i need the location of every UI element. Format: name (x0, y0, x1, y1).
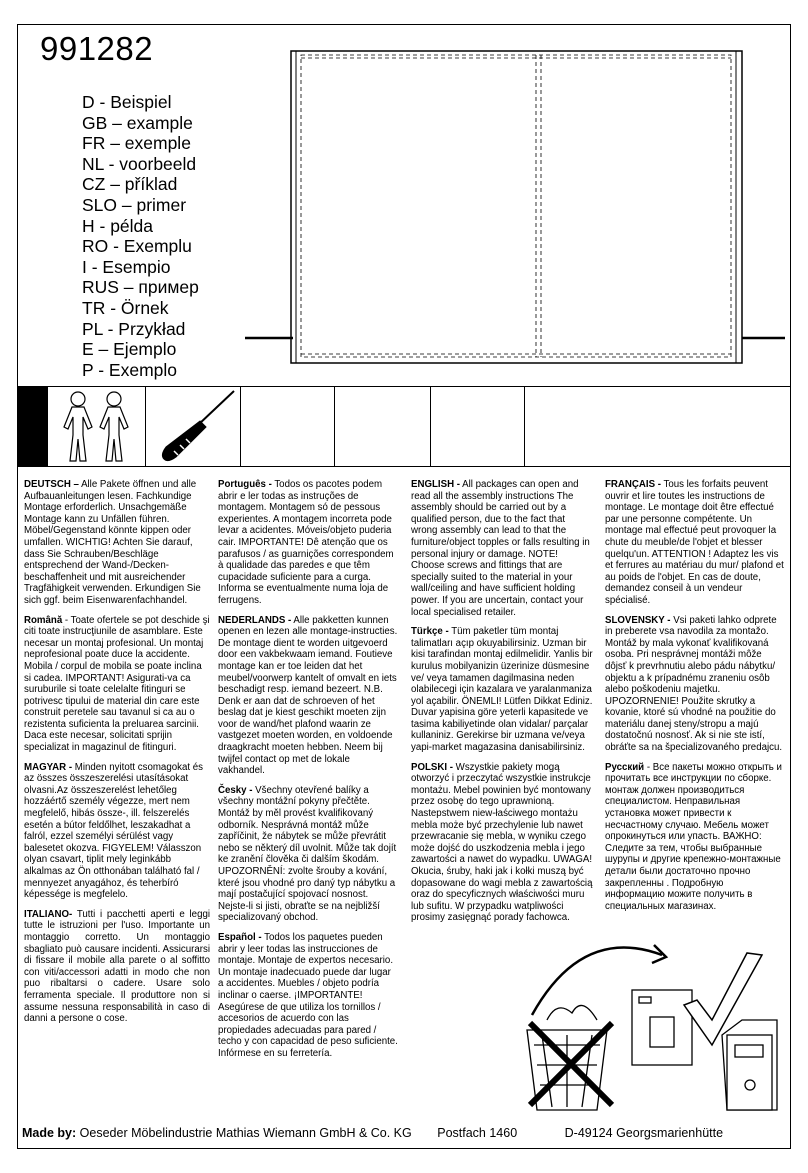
example-label-gb: GB – example (82, 112, 193, 133)
example-label-h: H - példa (82, 215, 154, 236)
instruction-icon-strip (18, 386, 790, 467)
notice-es: Español - Todos los paquetes pueden abrir y leer todas las instrucciones de montaje. Montaje de expertos necesario. Un montaje inadecuado puede dar lugar a accidentes. Muebles / objeto podría inclinar o caerse. ¡IMPORTANTE! Asegúrese de que utiliza los tornillos / accesorios de acuerdo con las propiedades adecuadas para pared / techo y con capacidad de peso suficiente. Infórmese en su ferretería. (218, 931, 398, 1059)
example-label-rus: RUS – пример (82, 277, 199, 298)
screwdriver-cell (146, 387, 241, 466)
empty-cell-2 (335, 387, 431, 466)
example-label-nl: NL - voorbeeld (82, 153, 197, 174)
notice-column-2 (218, 479, 398, 1068)
notice-tr: Türkçe - Tüm paketler tüm montaj talimatları açıp okuyabilirsiniz. Uzman bir kisi tarafindan montaj edilmelidir. Yanlis bir kurulus mobilyanizin üzerinize düsmesine ve/ veya tamamen dagilmasina neden olabilecegi için kazalara ve yaralanmaniza yol açabilir. ÖNEMLI! Lütfen Dikkat Ediniz. Duvar yapisina göre yeterli kapasitede ve tasima kabiliyetinde olan vidalar/ parçalar kullaniniz. Gerekirse bir uzmana ve/veya yapi-market magazasina danisabilirsiniz. (411, 626, 593, 754)
notice-hu: MAGYAR - Minden nyitott csomagokat és az összes összeszerelési utasításokat olvasni.Az összeszerelést lehetőleg hozzáértő személy végezze, mert nem megfelelő, hibás össze-, ill. felszerelés esetén a bútor feldőlhet, leszakadhat a falról, ezzel személyi sérülést vagy balesetet okozva. FIGYELEM! Válasszon olyan csavart, tiplit mely leginkább alkalmas az Ön otthonában található fal / mennyezet anyagához, és teherbíró képessége is megfelelo. (24, 761, 203, 901)
notice-de: DEUTSCH – Alle Pakete öffnen und alle Aufbauanleitungen lesen. Fachkundige Montage erforderlich. Unsachgemäße Montage kann zu Unfällen führen. Möbel/Gegenstand könnte kippen oder umfallen. WICHTIG! Achten Sie darauf, dass Sie Schrauben/Beschläge entsprechend der Wand-/Decken-beschaffenheit und mit ausreichender Tragfähigkeit verwenden. Erkundigen Sie sich ggf. beim Eisenwarenfachhandel. (24, 479, 201, 606)
example-label-slo: SLO – primer (82, 194, 187, 215)
empty-cell-3 (431, 387, 525, 466)
example-label-cz: CZ – příklad (82, 174, 178, 195)
example-label-pl: PL - Przykład (82, 318, 186, 339)
furniture-drawing (245, 45, 785, 385)
footer-city: D-49124 Georgsmarienhütte (564, 1126, 724, 1140)
notice-column-1 (24, 479, 210, 1033)
notice-pt: Português - Todos os pacotes podem abrir e ler todas as instruções de montagem. Montagem só de pessous experientes. A montagem incorreta pode levar a acidentes. Móveis/objeto puderia cair. IMPORTANTE! Dê atenção que os parafusos / as guarnições correspondem à qualidade das paredes e que têm cupacidade suficiente para a curga. Informa se eventualmente numa loja de ferrugens. (218, 479, 394, 606)
keep-instructions-illustration (512, 895, 782, 1115)
empty-cell-1 (241, 387, 335, 466)
notice-ro: Română - Toate ofertele se pot deschide şi citi toate instrucţiunile de asamblare. Este necesar un montaj profesional. Un montaj neprofesional poate duce la accidente. Mobila / corpul de mobila se poate inclina si cadea. IMPORTANT! Asigurati-va ca suruburile si toate celelalte fitinguri se potrivesc tipului de material din care este construit peretele sau tavanul si ca au o rezistenta suficienta la preluarea sarcinii. Daca este necesar, solicitati sprijin specializat in magazinul de fitinguri. (24, 614, 210, 754)
notice-cz: Česky - Všechny otevřené balíky a všechny montážní pokyny přečtěte. Montáž by měl provést kvalifikovaný odborník. Nesprávná montáž může zapříčinit, že nábytek se může převrátit nebo se některý díl uvolnit. Může tak dojít ke zranění člověka či dalším škodám. UPOZORNĚNÍ: zvolte šrouby a kování, které jsou vhodné pro daný typ nábytku a mají postačující spojovací nosnost. Nejste-li si jisti, obraťte se na nejbližší specializovaný obchod. (218, 784, 397, 924)
notice-fr: FRANÇAIS - Tous les forfaits peuvent ouvrir et lire toutes les instructions de montage. Le montage doit être effectué par une personne compétente. Un montage mal effectué peut provoquer la chute du meuble/de l'objet et blesser quelqu'un. ATTENTION ! Adaptez les vis et ferrures au matériau du mur/ plafond et au poids de l'objet. En cas de doute, demandez conseil à un vendeur spécialisé. (605, 479, 784, 606)
notice-column-3 (411, 479, 593, 932)
example-label-ro: RO - Exemplu (82, 236, 192, 257)
example-label-tr: TR - Örnek (82, 297, 169, 318)
example-label-p: P - Exemplo (82, 359, 177, 380)
two-persons-icon (48, 387, 144, 465)
footer-company: Oeseder Möbelindustrie Mathias Wiemann GmbH & Co. KG (79, 1126, 412, 1140)
screwdriver-icon (146, 387, 239, 465)
empty-cell-4 (525, 387, 790, 466)
example-label-i: I - Esempio (82, 256, 171, 277)
notice-sk: SLOVENSKY - Vsi paketi lahko odprete in preberete vsa navodila za montažo. Montáž by mala vykonať kvalifikovaná osoba. Pri nesprávnej montáži môže dôjsť k prevrhnutiu alebo pádu nábytku/ objektu a k prípadnému zraneniu osôb alebo poškodeniu majetku. UPOZORNENIE! Použite skrutky a kovanie, ktoré sú vhodné na použitie do materiálu danej steny/stropu a majú dostatočnú nosnosť. Ak si nie ste istí, obráťte sa na špecializovaného predajcu. (605, 614, 783, 754)
example-label-e: E – Ejemplo (82, 339, 177, 360)
strip-black-block (18, 387, 48, 466)
article-number: 991282 (40, 30, 154, 67)
notice-nl: NEDERLANDS - Alle pakketten kunnen openen en lezen alle montage-instructies. De montage dient te worden uitgevoerd door een vakbekwaam iemand. Foutieve montage kan er toe leiden dat het meubel/voorwerp kantelt of omvalt en iets beschadigt resp. iemand bezeert. N.B. Denk er aan dat de schroeven of het beslag dat je kiest geschikt moeten zijn voor de wand/het plafond waarin ze vastgezet moeten worden, en voldoende draagkracht moeten hebben. Neem bij twijfel contact op met de lokale vakhandel. (218, 614, 398, 777)
manufacturer-footer (22, 1126, 782, 1140)
notice-column-4 (605, 479, 785, 920)
footer-label: Made by: (22, 1126, 77, 1140)
notice-pl: POLSKI - Wszystkie pakiety mogą otworzyć i przeczytać wszystkie instrukcje montażu. Mebel powinien być montowany przez osobę do tego uprawnioną. Nastepstwem niew-łaściwego montażu mebla może być przechylenie lub nawet przewracanie się mebla, w wyniku czego może dojść do uszkodzenia mebla i jego zawartości a nawet do wypadku. UWAGA! Okucia, śruby, haki jak i kołki muszą być dopasowane do wagi mebla z zawartością oraz do specyficznych właściwości muru lub sufitu. W przypadku watpliwości prosimy zasięgnąć porady fachowca. (411, 761, 593, 924)
two-persons-cell (48, 387, 146, 466)
notice-en: ENGLISH - All packages can open and read all the assembly instructions The assembly should be carried out by a qualified person, due to the fact that wrong assembly can lead to that the furniture/object topples or falls resulting in personal injury or damage. NOTE! Choose screws and fittings that are specially suited to the material in your wall/ceiling and have sufficient holding power. If you are uncertain, contact your local specialised retailer. (411, 479, 590, 618)
example-language-list (82, 92, 199, 380)
example-label-de: D - Beispiel (82, 92, 172, 112)
notice-it: ITALIANO- Tutti i pacchetti aperti e leggi tutte le istruzioni per l'uso. Importante un montaggio corretto. Un montaggio sbagliato può causare incidenti. Assicurarsi di fissare il mobile alla parete o al soffitto con viti/accessori adatti in modo che non puo ribaltarsi o cadere. Usare solo ferramenta speciale. Il produttore non si assume nessuna responsabilità in caso di danni a persone o cose. (24, 908, 210, 1025)
example-label-fr: FR – exemple (82, 133, 191, 154)
footer-postfach: Postfach 1460 (437, 1126, 518, 1140)
notice-ru: Русский - Все пакеты можно открыть и прочитать все инструкции по сборке. монтаж должен производиться специалистом. Неправильная установка может привести к несчастному случаю. Мебель может опрокинуться или упасть. ВАЖНО: Следите за тем, чтобы выбранные шурупы и другие крепежно-монтажные детали были достаточно прочно закрепленны . Подробную информацию можите получить в специальных магазинах. (605, 761, 782, 912)
